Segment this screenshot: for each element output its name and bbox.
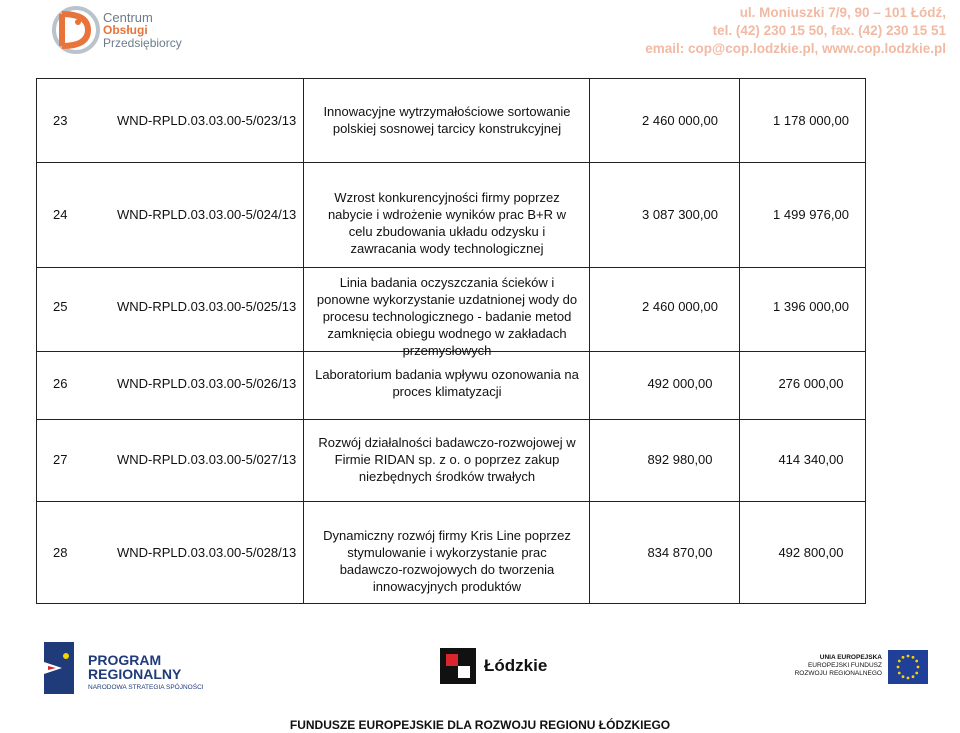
contact-info xyxy=(645,4,946,58)
row-number: WND-RPLD.03.03.00-5/028/13 xyxy=(117,545,297,560)
program-line3: NARODOWA STRATEGIA SPÓJNOŚCI xyxy=(88,684,204,691)
table-divider xyxy=(589,79,590,603)
row-number: WND-RPLD.03.03.00-5/026/13 xyxy=(117,376,297,391)
address: ul. Moniuszki 7/9, 90 – 101 Łódź, xyxy=(739,5,946,20)
eu-logo xyxy=(790,650,930,688)
row-title: Wzrost konkurencyjności firmy poprzez nabycie i wdrożenie wyników prac B+R w celu zbudowania układu odzysku i zawracania wody technologicznej xyxy=(327,190,567,256)
program-regionalny-mark xyxy=(42,640,78,696)
program-line2: REGIONALNY xyxy=(88,666,182,682)
row-number: WND-RPLD.03.03.00-5/024/13 xyxy=(117,207,297,222)
row-title: Laboratorium badania wpływu ozonowania na proces klimatyzacji xyxy=(315,367,579,399)
row-total: 2 460 000,00 xyxy=(642,113,718,128)
row-number: WND-RPLD.03.03.00-5/027/13 xyxy=(117,452,297,467)
row-total: 3 087 300,00 xyxy=(642,207,718,222)
row-number: WND-RPLD.03.03.00-5/023/13 xyxy=(117,113,297,128)
table-divider xyxy=(37,267,865,268)
table-divider xyxy=(303,79,304,603)
lodzkie-mark xyxy=(440,648,476,684)
row-grant: 276 000,00 xyxy=(778,376,844,391)
row-title: Dynamiczny rozwój firmy Kris Line poprzez stymulowanie i wykorzystanie prac badawczo-rozwojowych do tworzenia innowacyjnych produktów xyxy=(323,528,571,594)
row-title: Rozwój działalności badawczo-rozwojowej w Firmie RIDAN sp. z o. o poprzez zakup niezbędnych środków trwałych xyxy=(318,435,576,484)
logo-line1: Centrum xyxy=(103,10,153,25)
row-total: 2 460 000,00 xyxy=(642,299,718,314)
row-lp: 25 xyxy=(53,299,68,314)
row-grant: 492 800,00 xyxy=(778,545,844,560)
program-regionalny-logo xyxy=(42,640,222,698)
row-grant: 1 178 000,00 xyxy=(773,113,849,128)
table-divider xyxy=(37,162,865,163)
row-grant: 1 499 976,00 xyxy=(773,207,849,222)
table-divider xyxy=(739,79,740,603)
eu-line1: UNIA EUROPEJSKA xyxy=(819,654,882,661)
row-title: Linia badania oczyszczania ścieków i ponowne wykorzystanie uzdatnionej wody do procesu technologicznego - badanie metod zamknięcia obiegu wodnego w zakładach przemysłowych xyxy=(316,275,578,358)
footer-caption: FUNDUSZE EUROPEJSKIE DLA ROZWOJU REGIONU ŁÓDZKIEGO xyxy=(289,718,671,732)
row-lp: 27 xyxy=(53,452,68,467)
eu-line3: ROZWOJU REGIONALNEGO xyxy=(794,670,882,677)
row-total: 492 000,00 xyxy=(647,376,713,391)
cop-logo-text xyxy=(103,11,182,50)
cop-logo-mark xyxy=(48,2,104,58)
projects-table xyxy=(36,78,866,604)
table-divider xyxy=(37,501,865,502)
row-lp: 28 xyxy=(53,545,68,560)
row-lp: 24 xyxy=(53,207,68,222)
logo-line2: Obsługi xyxy=(103,23,148,37)
lodzkie-logo xyxy=(440,648,550,688)
row-lp: 26 xyxy=(53,376,68,391)
row-grant: 414 340,00 xyxy=(778,452,844,467)
row-lp: 23 xyxy=(53,113,68,128)
row-grant: 1 396 000,00 xyxy=(773,299,849,314)
logo-line3: Przedsiębiorcy xyxy=(103,36,182,50)
phone: tel. (42) 230 15 50, fax. (42) 230 15 51 xyxy=(712,23,946,38)
row-number: WND-RPLD.03.03.00-5/025/13 xyxy=(117,299,297,314)
lodzkie-text: Łódzkie xyxy=(484,656,548,675)
row-total: 892 980,00 xyxy=(647,452,713,467)
row-total: 834 870,00 xyxy=(647,545,713,560)
program-line1: PROGRAM xyxy=(88,652,162,668)
table-divider xyxy=(37,419,865,420)
row-title: Innowacyjne wytrzymałościowe sortowanie polskiej sosnowej tarcicy konstrukcyjnej xyxy=(323,104,571,136)
cop-logo xyxy=(48,2,188,60)
email: email: cop@cop.lodzkie.pl, www.cop.lodzkie.pl xyxy=(645,41,946,56)
eu-line2: EUROPEJSKI FUNDUSZ xyxy=(807,662,882,669)
eu-flag-icon xyxy=(888,650,928,684)
